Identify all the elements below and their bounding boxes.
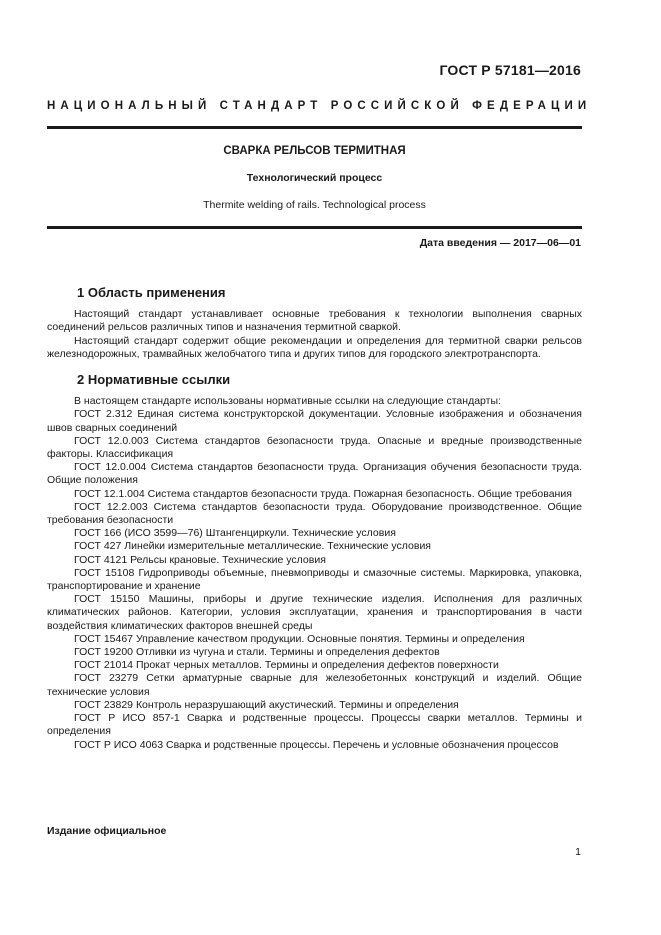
standard-number: ГОСТ Р 57181—2016	[439, 62, 581, 78]
reference-item: ГОСТ 12.1.004 Система стандартов безопасности труда. Пожарная безопасность. Общие требования	[74, 487, 572, 500]
reference-item: ГОСТ 2.312 Единая система конструкторской документации. Условные изображения и обозначения швов сварных соединений	[47, 408, 582, 434]
section-heading: 1 Область применения	[77, 285, 226, 300]
paragraph: Настоящий стандарт содержит общие рекомендации и определения для термитной сварки рельсов железнодорожных, трамвайных желобчатого типа и других типов для городского электротранспорта.	[47, 334, 582, 360]
page-number: 1	[575, 846, 581, 858]
document-body	[47, 286, 582, 752]
document-title: СВАРКА РЕЛЬСОВ ТЕРМИТНАЯ	[223, 145, 406, 157]
document-subtitle: Технологический процесс	[246, 172, 383, 184]
reference-item: ГОСТ 21014 Прокат черных металлов. Термины и определения дефектов поверхности	[74, 659, 499, 672]
bottom-rule	[47, 226, 582, 229]
reference-item: ГОСТ 4121 Рельсы крановые. Технические условия	[74, 553, 326, 566]
reference-item: ГОСТ 12.0.004 Система стандартов безопасности труда. Организация обучения безопасности труда. Общие положения	[47, 461, 582, 487]
reference-item: ГОСТ 12.2.003 Система стандартов безопасности труда. Оборудование производственное. Общие требования безопасности	[47, 500, 582, 527]
paragraph: В настоящем стандарте использованы нормативные ссылки на следующие стандарты:	[74, 395, 501, 408]
reference-item: ГОСТ 427 Линейки измерительные металлические. Технические условия	[74, 540, 431, 553]
reference-item: ГОСТ 19200 Отливки из чугуна и стали. Термины и определения дефектов	[74, 646, 440, 659]
reference-item: ГОСТ 166 (ИСО 3599—76) Штангенциркули. Технические условия	[74, 527, 396, 540]
section-scope	[47, 286, 582, 361]
section-heading: 2 Нормативные ссылки	[77, 372, 231, 388]
reference-item: ГОСТ 15108 Гидроприводы объемные, пневмоприводы и смазочные системы. Маркировка, упаковка, транспортирование и хранение	[47, 566, 582, 593]
reference-item: ГОСТ 23279 Сетки арматурные сварные для железобетонных конструкций и изделий. Общие технические условия	[47, 672, 582, 698]
national-standard-banner: НАЦИОНАЛЬНЫЙ СТАНДАРТ РОССИЙСКОЙ ФЕДЕРАЦИИ	[47, 100, 592, 112]
title-block	[47, 145, 582, 211]
introduction-date: Дата введения — 2017—06—01	[419, 237, 581, 249]
section-normative-references	[47, 373, 582, 752]
paragraph: Настоящий стандарт устанавливает основные требования к технологии выполнения сварных соединений рельсов различных типов и назначения термитной сваркой.	[47, 308, 582, 334]
official-edition-label: Издание официальное	[47, 825, 167, 837]
top-rule	[47, 126, 582, 129]
document-title-english: Thermite welding of rails. Technological process	[203, 199, 426, 211]
reference-item: ГОСТ 12.0.003 Система стандартов безопасности труда. Опасные и вредные производственные факторы. Классификация	[47, 434, 582, 461]
reference-item: ГОСТ 15150 Машины, приборы и другие технические изделия. Исполнения для различных климатических районов. Категории, условия эксплуатации, хранения и транспортирования в части воздействия климатических факторов внешней среды	[47, 593, 582, 632]
reference-item: ГОСТ 15467 Управление качеством продукции. Основные понятия. Термины и определения	[74, 632, 525, 645]
reference-item: ГОСТ 23829 Контроль неразрушающий акустический. Термины и определения	[74, 698, 459, 711]
reference-item: ГОСТ Р ИСО 857-1 Сварка и родственные процессы. Процессы сварки металлов. Термины и определения	[47, 712, 582, 738]
reference-item: ГОСТ Р ИСО 4063 Сварка и родственные процессы. Перечень и условные обозначения процессов	[74, 738, 559, 751]
